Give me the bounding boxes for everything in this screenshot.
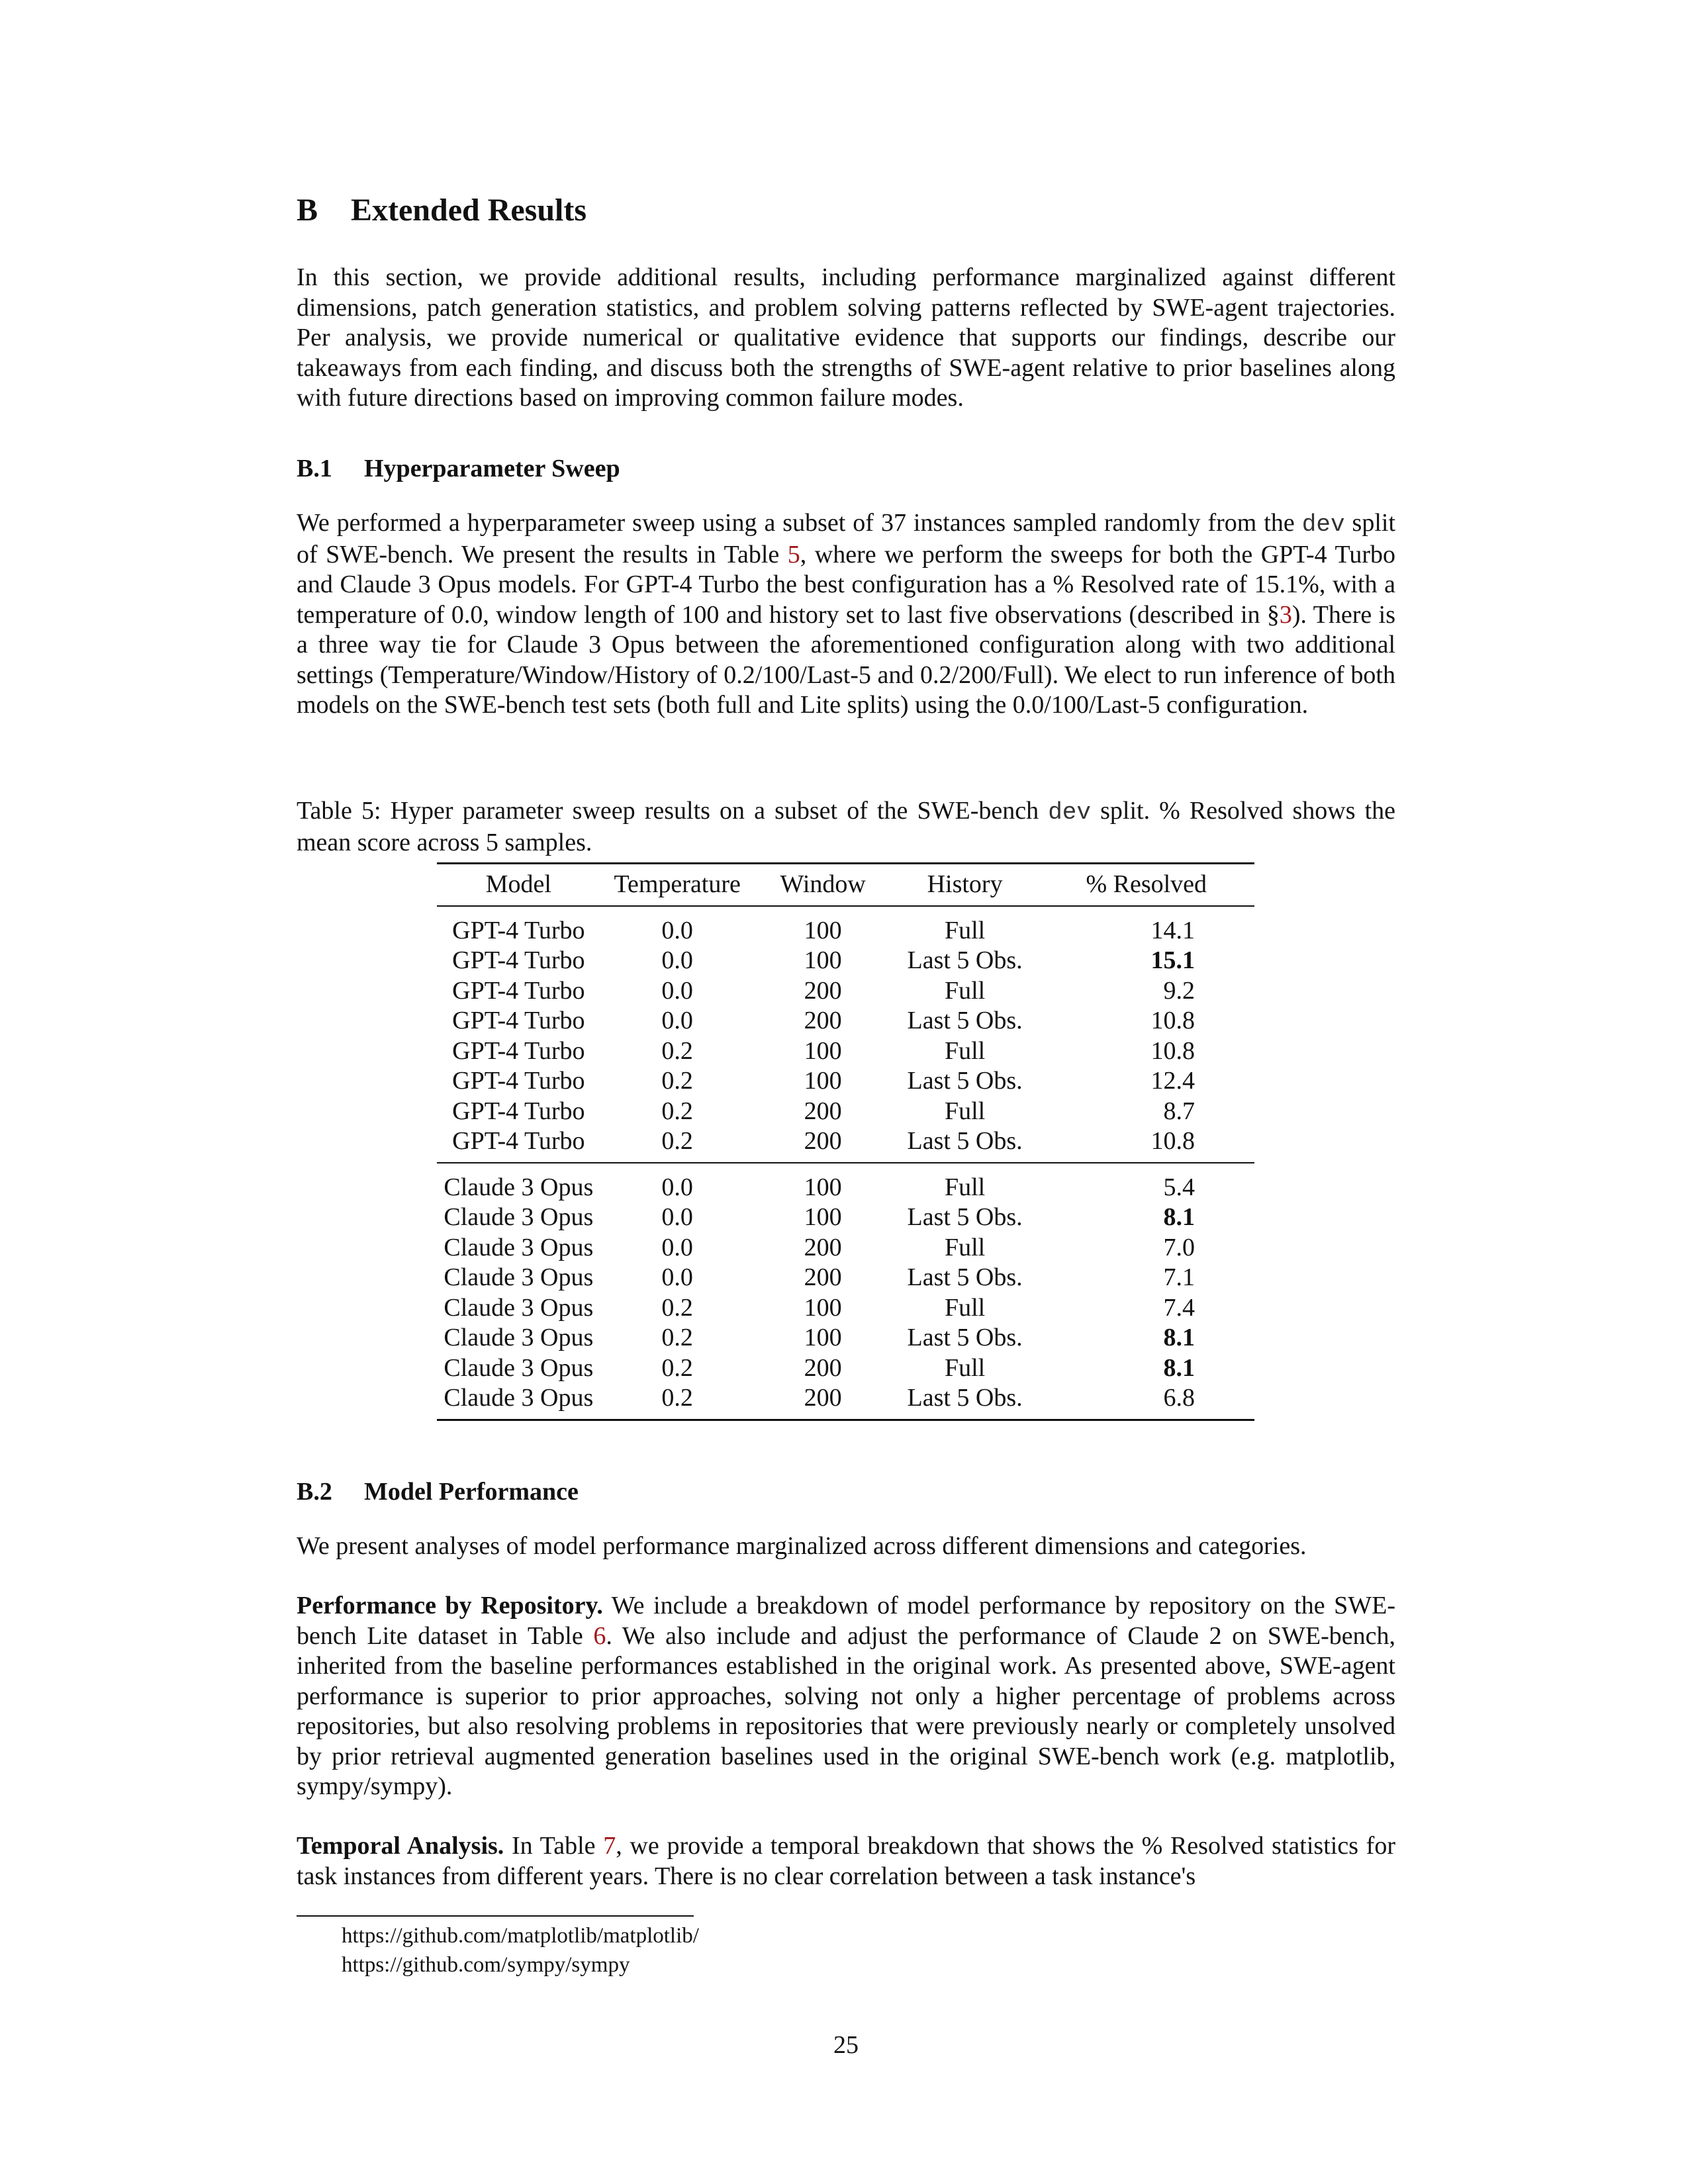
resolved-cell: 8.1 (1163, 1324, 1195, 1351)
temperature-cell: 0.0 (661, 916, 693, 944)
history-cell: Full (944, 1036, 986, 1065)
resolved-cell: 15.1 (1150, 946, 1195, 974)
history-cell: Last 5 Obs. (907, 946, 1023, 974)
temporal-paragraph (297, 1831, 1395, 1891)
model-cell: GPT-4 Turbo (452, 916, 585, 944)
table-caption (297, 796, 1395, 858)
column-header: Temperature (614, 870, 741, 898)
page-number: 25 (833, 2031, 859, 2059)
column-header: Model (485, 870, 551, 898)
window-cell: 200 (804, 1263, 842, 1291)
model-cell: Claude 3 Opus (437, 1383, 600, 1420)
table-header-row (437, 864, 1254, 906)
table-ref-link[interactable]: 6 (593, 1621, 606, 1650)
temperature-cell: 0.2 (661, 1324, 693, 1351)
resolved-cell: 8.1 (1163, 1203, 1195, 1231)
caption-text: split. % Resolved shows the mean score across 5 samples. (297, 797, 1396, 856)
model-cell: GPT-4 Turbo (452, 1127, 585, 1155)
table-row (437, 1097, 1254, 1127)
model-cell: GPT-4 Turbo (452, 946, 585, 974)
repository-paragraph (297, 1591, 1395, 1802)
resolved-cell: 5.4 (1039, 1163, 1254, 1203)
text-run: , we provide a temporal breakdown that shows the % Resolved statistics for task instances from different years. There is no clear correlation between a task instance's (297, 1832, 1395, 1890)
temperature-cell: 0.2 (661, 1097, 693, 1125)
history-cell: Last 5 Obs. (907, 1324, 1023, 1351)
history-cell: Full (944, 1353, 986, 1382)
history-cell: Last 5 Obs. (907, 1203, 1023, 1231)
model-cell: GPT-4 Turbo (452, 976, 585, 1005)
resolved-cell: 7.4 (1163, 1293, 1195, 1322)
subsection-heading-b2 (297, 1477, 579, 1506)
model-cell: Claude 3 Opus (444, 1263, 594, 1291)
temperature-cell: 0.2 (661, 1067, 693, 1095)
text-run: We performed a hyperparameter sweep using a subset of 37 instances sampled randomly from the (297, 509, 1295, 537)
window-cell: 100 (804, 1036, 842, 1065)
table-row (437, 1383, 1254, 1420)
table-row (437, 1293, 1254, 1324)
model-cell: GPT-4 Turbo (452, 1097, 585, 1125)
window-cell: 200 (804, 1097, 842, 1125)
resolved-cell: 8.1 (1163, 1353, 1195, 1382)
table-row (437, 1233, 1254, 1263)
section-ref-link[interactable]: 3 (1279, 600, 1292, 629)
history-cell: Full (944, 976, 986, 1005)
column-header: Window (780, 870, 866, 898)
history-cell: Last 5 Obs. (907, 1067, 1023, 1095)
section-title: Extended Results (351, 193, 587, 228)
table-ref-link[interactable]: 5 (787, 540, 800, 569)
footnote-url[interactable]: https://github.com/sympy/sympy (342, 1953, 630, 1977)
resolved-cell: 8.7 (1163, 1097, 1195, 1125)
window-cell: 100 (804, 1293, 842, 1322)
section-heading (297, 192, 586, 228)
history-cell: Full (944, 916, 986, 944)
window-cell: 100 (755, 1163, 892, 1203)
paragraph-heading: Temporal Analysis. (297, 1832, 504, 1860)
resolved-cell: 14.1 (1150, 916, 1195, 944)
temperature-cell: 0.0 (661, 976, 693, 1005)
text-run: We include a breakdown of model performance by repository on the SWE-bench Lite dataset in Table (297, 1592, 1395, 1650)
text-run: split of SWE-bench. We present the results in Table (297, 509, 1395, 569)
model-cell: Claude 3 Opus (444, 1203, 594, 1231)
model-cell: Claude 3 Opus (437, 1163, 600, 1203)
model-performance-paragraph: We present analyses of model performance marginalized across different dimensions and categories. (297, 1532, 1307, 1560)
subsection-heading-b1 (297, 454, 620, 483)
subsection-number: B.2 (297, 1478, 332, 1506)
temperature-cell: 0.2 (661, 1127, 693, 1155)
model-cell: GPT-4 Turbo (452, 1036, 585, 1065)
temperature-cell: 0.0 (661, 1263, 693, 1291)
paragraph-heading: Performance by Repository. (297, 1592, 603, 1619)
table-row (437, 976, 1254, 1007)
model-cell: GPT-4 Turbo (452, 1007, 585, 1034)
table-row (437, 906, 1254, 946)
table-row (437, 1036, 1254, 1067)
window-cell: 100 (804, 1203, 842, 1231)
temperature-cell: 0.2 (661, 1036, 693, 1065)
table-ref-link[interactable]: 7 (603, 1832, 616, 1860)
table-row (437, 1126, 1254, 1163)
window-cell: 100 (804, 1067, 842, 1095)
inline-code: dev (1301, 511, 1345, 538)
window-cell: 200 (804, 1007, 842, 1034)
history-cell: Full (892, 1163, 1039, 1203)
table-row (437, 1006, 1254, 1036)
table-row (437, 1203, 1254, 1233)
resolved-cell: 7.0 (1163, 1233, 1195, 1261)
sweep-table (437, 862, 1254, 1421)
temperature-cell: 0.0 (600, 1163, 755, 1203)
table-row (437, 1066, 1254, 1097)
footnote-url[interactable]: https://github.com/matplotlib/matplotlib/ (342, 1924, 699, 1948)
model-cell: Claude 3 Opus (444, 1293, 594, 1322)
column-header: % Resolved (1086, 870, 1207, 898)
subsection-number: B.1 (297, 455, 332, 482)
table-row (437, 946, 1254, 976)
history-cell: Last 5 Obs. (907, 1007, 1023, 1034)
history-cell: Last 5 Obs. (907, 1263, 1023, 1291)
window-cell: 200 (804, 1353, 842, 1382)
temperature-cell: 0.0 (661, 1233, 693, 1261)
resolved-cell: 10.8 (1150, 1007, 1195, 1034)
model-cell: Claude 3 Opus (444, 1324, 594, 1351)
resolved-cell: 7.1 (1163, 1263, 1195, 1291)
text-run: . We also include and adjust the performance of Claude 2 on SWE-bench, inherited from the baseline performances established in the original work. As presented above, SWE-agent performance is superior to prior approaches, solving not only a higher percentage of problems across repositories, but also resolving problems in repositories that were previously nearly or completely unsolved by prior retrieval augmented generation baselines used in the original SWE-bench work (e.g. matplotlib, sympy/sympy). (297, 1621, 1395, 1800)
history-cell: Last 5 Obs. (892, 1383, 1039, 1420)
section-number: B (297, 193, 318, 228)
resolved-cell: 9.2 (1163, 976, 1195, 1005)
window-cell: 100 (804, 1324, 842, 1351)
hyperparameter-paragraph (297, 508, 1395, 721)
text-run: , where we perform the sweeps for both the GPT-4 Turbo and Claude 3 Opus models. For GPT-4 Turbo the best configuration has a % Resolved rate of 15.1%, with a temperature of 0.0, window length of 100 and history set to last five observations (described in § (297, 540, 1395, 629)
table-row (437, 1263, 1254, 1293)
temperature-cell: 0.2 (600, 1383, 755, 1420)
subsection-title: Model Performance (364, 1478, 579, 1506)
intro-paragraph: In this section, we provide additional results, including performance marginalized against different dimensions, patch generation statistics, and problem solving patterns reflected by SWE-agent trajectories. Per analysis, we provide numerical or qualitative evidence that supports our findings, describe our takeaways from each finding, and discuss both the strengths of SWE-agent relative to prior baselines along with future directions based on improving common failure modes. (297, 263, 1395, 412)
footnote-rule (297, 1915, 694, 1917)
window-cell: 100 (804, 946, 842, 974)
resolved-cell: 10.8 (1150, 1036, 1195, 1065)
model-cell: Claude 3 Opus (444, 1353, 594, 1382)
column-header: History (927, 870, 1003, 898)
caption-text: Table 5: Hyper parameter sweep results on a subset of the SWE-bench (297, 797, 1049, 825)
resolved-cell: 6.8 (1039, 1383, 1254, 1420)
resolved-cell: 10.8 (1150, 1127, 1195, 1155)
table-row (437, 1353, 1254, 1384)
history-cell: Full (944, 1293, 986, 1322)
window-cell: 200 (755, 1383, 892, 1420)
history-cell: Full (944, 1097, 986, 1125)
temperature-cell: 0.2 (661, 1293, 693, 1322)
inline-code: dev (1048, 799, 1092, 826)
text-run: In Table (504, 1832, 604, 1860)
gpt4-rows (437, 906, 1254, 1163)
window-cell: 200 (804, 1233, 842, 1261)
subsection-title: Hyperparameter Sweep (364, 455, 620, 482)
history-cell: Last 5 Obs. (907, 1127, 1023, 1155)
claude-rows (437, 1163, 1254, 1420)
model-cell: Claude 3 Opus (444, 1233, 594, 1261)
temperature-cell: 0.0 (661, 1203, 693, 1231)
window-cell: 200 (804, 976, 842, 1005)
window-cell: 100 (804, 916, 842, 944)
model-cell: GPT-4 Turbo (452, 1067, 585, 1095)
temperature-cell: 0.2 (661, 1353, 693, 1382)
temperature-cell: 0.0 (661, 1007, 693, 1034)
table-row (437, 1323, 1254, 1353)
table-row (437, 1163, 1254, 1203)
history-cell: Full (944, 1233, 986, 1261)
resolved-cell: 12.4 (1150, 1067, 1195, 1095)
text-run: ). There is a three way tie for Claude 3 Opus between the aforementioned configuration along with two additional settings (Temperature/Window/History of 0.2/100/Last-5 and 0.2/200/Full). We elect to run inference of both models on the SWE-bench test sets (both full and Lite splits) using the 0.0/100/Last-5 configuration. (297, 600, 1395, 719)
window-cell: 200 (804, 1127, 842, 1155)
temperature-cell: 0.0 (661, 946, 693, 974)
